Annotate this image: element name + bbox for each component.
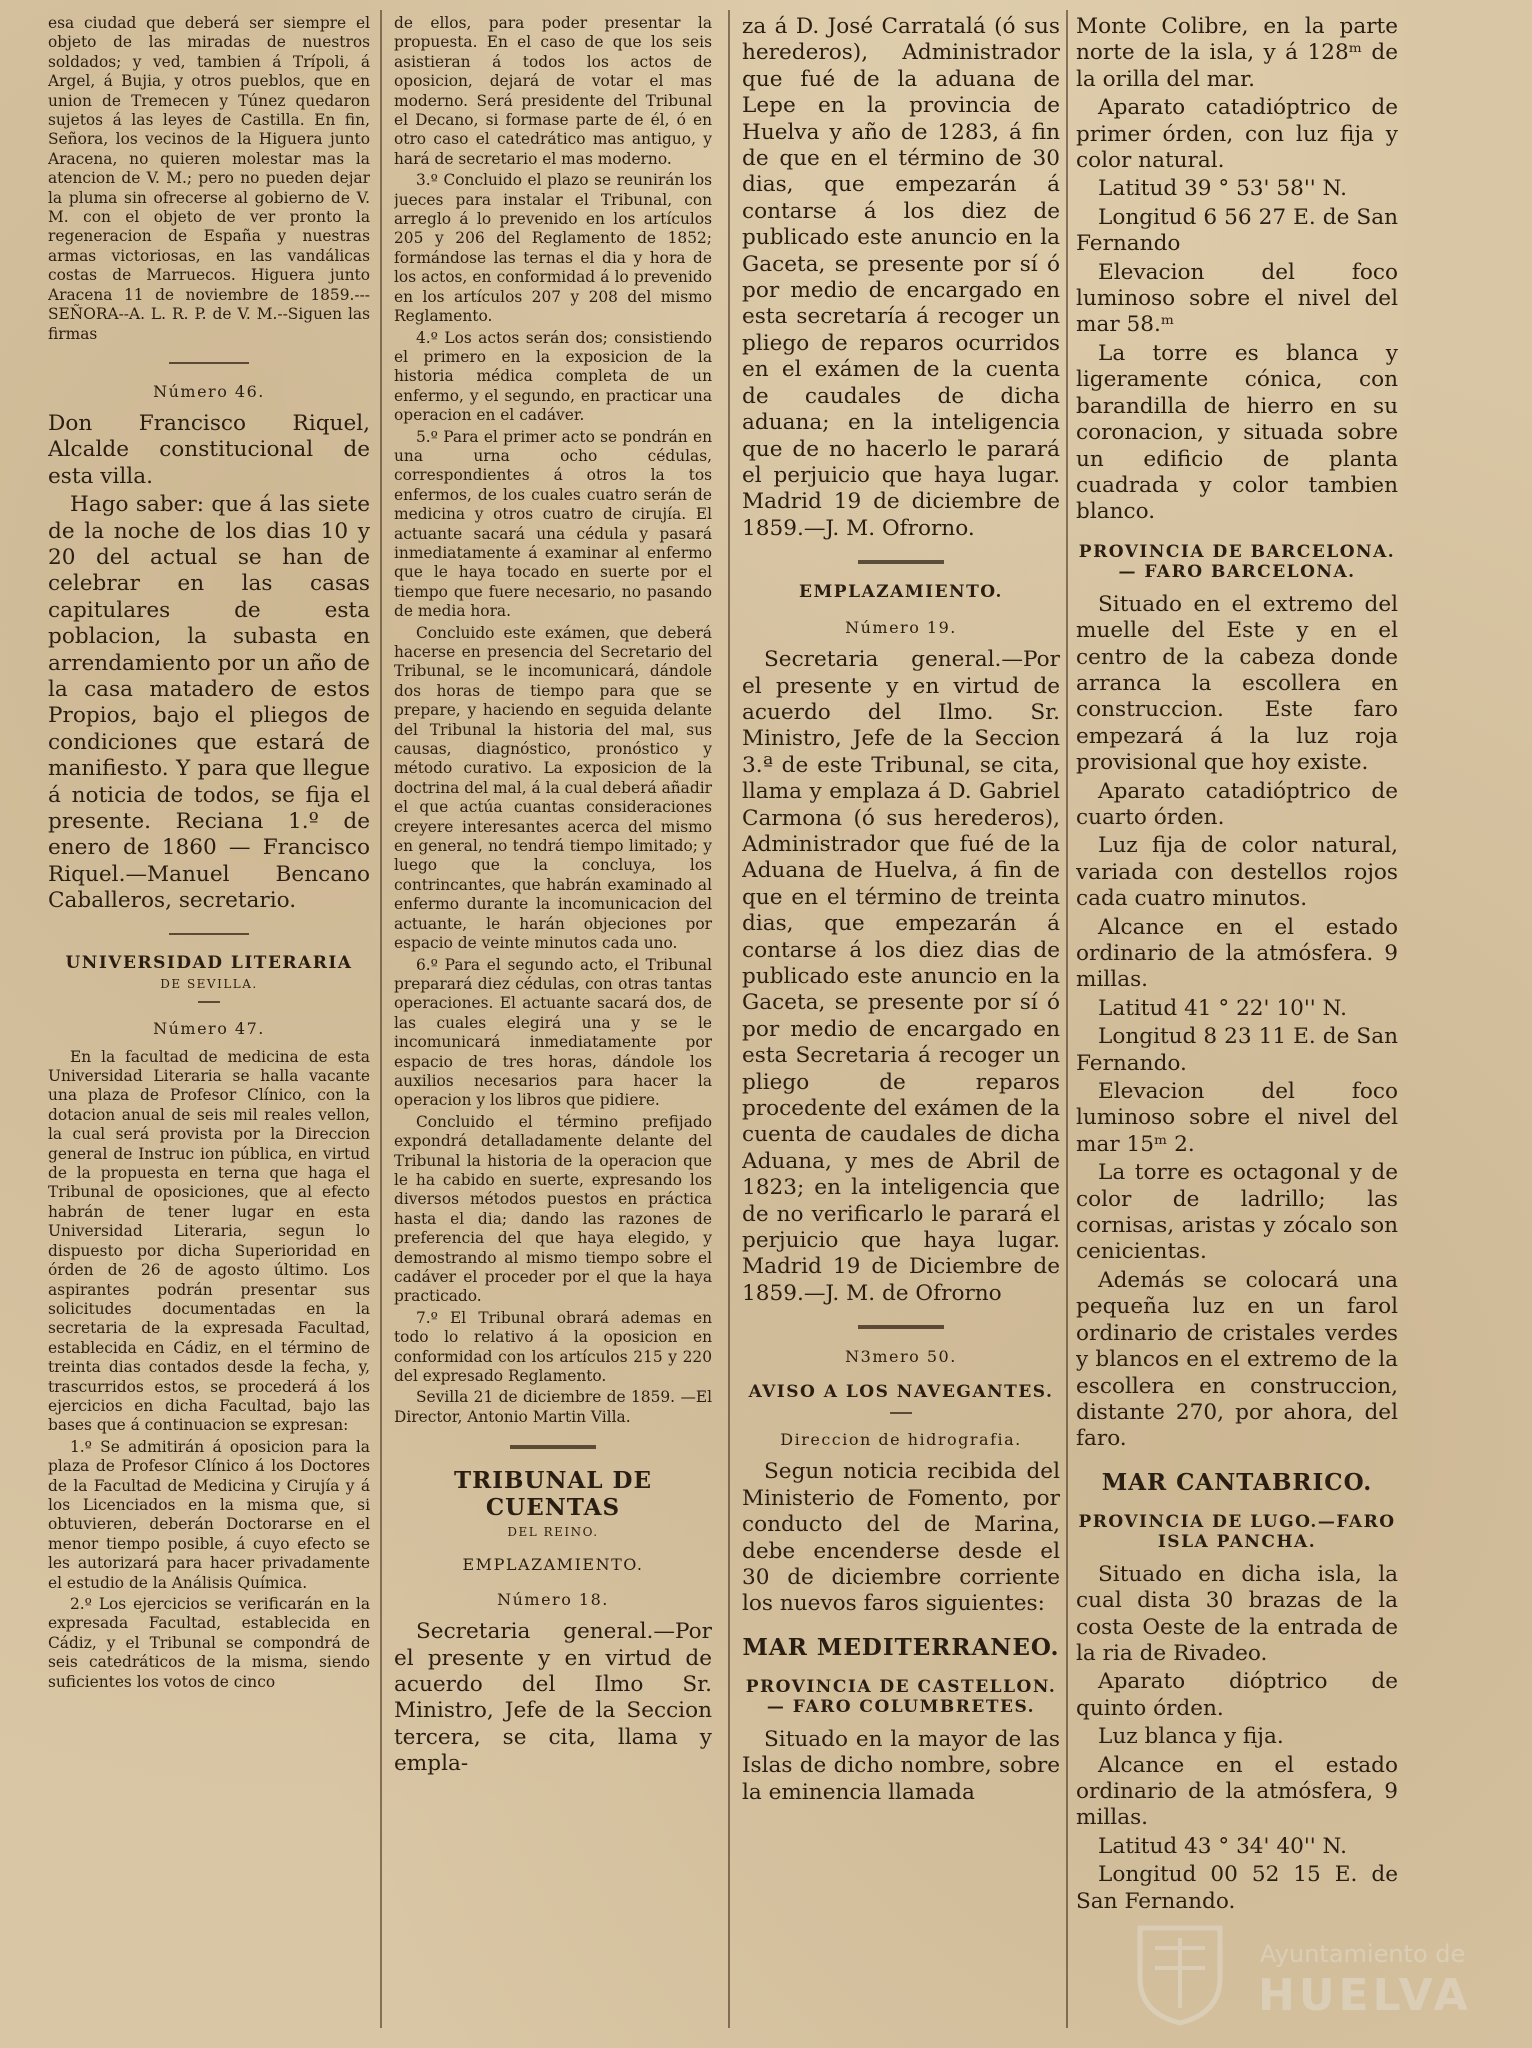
paragraph: Secretaria general.—Por el presente y en virtud de acuerdo del Ilmo Sr. Ministro, Jefe de la Seccion tercera, se cita, llama y empla- — [394, 1619, 712, 1777]
column-rule — [380, 10, 382, 2028]
paragraph: La torre es octagonal y de color de ladrillo; las cornisas, aristas y zócalo son cenicientas. — [1076, 1160, 1398, 1265]
paragraph: 4.º Los actos serán dos; consistiendo el primero en la exposicion de la historia médica completa de un enfermo, y el segundo, en practicar una operacion en el cadáver. — [394, 328, 712, 425]
paragraph: Secretaria general.—Por el presente y en virtud de acuerdo del Ilmo. Sr. Ministro, Jefe de la Seccion 3.ª de este Tribunal, se cita, llama y emplaza á D. Gabriel Carmona (ó sus herederos), Administrador que fué de la Aduana de Huelva, á fin de que en el término de treinta dias, que empezarán á contarse á los diez dias de publicado este anuncio en la Gaceta, se presente por sí ó por medio de encargado en esta Secretaria á recoger un pliego de reparos procedente del exámen de la cuenta de caudales de dicha Aduana, y mes de Abril de 1823; en la inteligencia que de no verificarlo le parará el perjuicio que haya lugar. Madrid 19 de Diciembre de 1859.—J. M. de Ofrorno — [742, 647, 1060, 1306]
paragraph: La torre es blanca y ligeramente cónica, con barandilla de hierro en su coronacion, y situada sobre un edificio de planta cuadrada y color tambien blanco. — [1076, 340, 1398, 525]
paragraph: Segun noticia recibida del Ministerio de Fomento, por conducto del de Marina, debe encenderse desde el 30 de diciembre corriente los nuevos faros siguientes: — [742, 1459, 1060, 1617]
watermark — [1120, 1918, 1520, 2038]
section-heading: AVISO A LOS NAVEGANTES. — [748, 1382, 1054, 1403]
paragraph: za á D. José Carratalá (ó sus herederos), Administrador que fué de la aduana de Lepe en la provincia de Huelva y año de 1283, á fin de que en el término de 30 dias, que empezarán á contarse á los diez de publicado este anuncio en la Gaceta, se presente por sí ó por medio de encargado en esta secretaría á recoger un pliego de reparos ocurridos en el exámen de la cuenta de caudales de dicha aduana; en la inteligencia que de no hacerlo le parará el perjuicio que haya lugar. Madrid 19 de diciembre de 1859.—J. M. Ofrorno. — [742, 14, 1060, 541]
paragraph: Hago saber: que á las siete de la noche de los dias 10 y 20 del actual se han de celebrar en las casas capitulares de esta poblacion, la subasta en arrendamiento por un año de la casa matadero de estos Propios, bajo el pliegos de condiciones que estará de manifiesto. Y para que llegue á noticia de todos, se fija el presente. Reciana 1.º de enero de 1860 — Francisco Riquel.—Manuel Bencano Caballeros, secretario. — [48, 492, 370, 914]
paragraph: Latitud 39 ° 53' 58'' N. — [1098, 176, 1347, 202]
paragraph: Aparato dióptrico de quinto órden. — [1076, 1669, 1398, 1721]
section-subheading: PROVINCIA DE CASTELLON.— FARO COLUMBRETES. — [745, 1676, 1057, 1717]
paragraph: Latitud 43 ° 34' 40'' N. — [1098, 1833, 1347, 1859]
paragraph: Además se colocará una pequeña luz en un farol ordinario de cristales verdes y blancos en el extremo de la escollera en construccion, distante 270, por ahora, del faro. — [1076, 1267, 1398, 1452]
coat-of-arms-icon — [1120, 1918, 1240, 2028]
column-rule — [1066, 10, 1068, 2028]
separator — [169, 362, 249, 364]
paragraph: Sevilla 21 de diciembre de 1859. —El Director, Antonio Martin Villa. — [394, 1388, 712, 1426]
paragraph: Concluido este exámen, que deberá hacerse en presencia del Secretario del Tribunal, se le incomunicará, dándole dos horas de tiempo para que se prepare, y haciendo en seguida delante del Tribunal la historia del mal, sus causas, diagnóstico, pronóstico y método curativo. La exposicion de la doctrina del mal, á la cual deberá añadir el que actúa cuantas consideraciones creyere interesantes acerca del mismo en general, no tendrá tiempo limitado; y luego que la concluya, los contrincantes, que habrán examinado al enfermo durante la incomunicacion del actuante, le harán objeciones por espacio de veinte minutos cada uno. — [394, 623, 712, 953]
paragraph: Alcance en el estado ordinario de la atmósfera. 9 millas. — [1076, 914, 1398, 993]
notice-number: Número 46. — [153, 381, 265, 401]
separator — [890, 1412, 912, 1414]
section-subheading: PROVINCIA DE LUGO.—FARO ISLA PANCHA. — [1078, 1511, 1396, 1552]
column-1 — [48, 14, 370, 2040]
paragraph: Aparato catadióptrico de primer órden, con luz fija y color natural. — [1076, 95, 1398, 174]
section-heading: MAR MEDITERRANEO. — [742, 1633, 1060, 1661]
paragraph: 5.º Para el primer acto se pondrán en una urna ocho cédulas, correspondientes á otros la tos enfermos, de los cuales cuatro serán de medicina y otros cuatro de cirujía. El actuante sacará una cédula y pasará inmediatamente á examinar al enfermo que le haya tocado en suerte por el tiempo que fuere necesario, no pasando de media hora. — [394, 427, 712, 621]
notice-number: Número 19. — [845, 618, 957, 638]
column-3 — [742, 14, 1060, 2040]
notice-number: Número 47. — [153, 1018, 265, 1038]
paragraph: 2.º Los ejercicios se verificarán en la expresada Facultad, establecida en Cádiz, y el Tribunal se compondrá de seis catedráticos de la misma, siendo suficientes los votos de cinco — [48, 1595, 370, 1691]
paragraph: de ellos, para poder presentar la propuesta. En el caso de que los seis asistieran á todos los actos de oposicion, dejará de votar el mas moderno. Será presidente del Tribunal el Decano, si formase parte de él, ó en otro caso el catedrático mas antiguo, y hará de secretario el mas moderno. — [394, 14, 712, 168]
paragraph: Situado en la mayor de las Islas de dicho nombre, sobre la eminencia llamada — [742, 1726, 1060, 1805]
separator — [858, 560, 944, 564]
section-subheading: PROVINCIA DE BARCELONA.— FARO BARCELONA. — [1078, 541, 1396, 582]
watermark-line1: Ayuntamiento de — [1260, 1940, 1466, 1968]
paragraph: 6.º Para el segundo acto, el Tribunal preparará diez cédulas, con otras tantas operaciones. El actuante sacará dos, de las cuales elegirá una y se le incomunicará inmediatamente por espacio de tres horas, dándole los auxilios necesarios para hacer la operacion y los libros que pidiere. — [394, 955, 712, 1110]
paragraph: Luz fija de color natural, variada con destellos rojos cada cuatro minutos. — [1076, 833, 1398, 912]
section-heading: MAR CANTABRICO. — [1101, 1468, 1373, 1496]
paragraph: Longitud 00 52 15 E. de San Fernando. — [1076, 1862, 1398, 1914]
paragraph: esa ciudad que deberá ser siempre el objeto de las miradas de nuestros soldados; y ved, tambien á Trípoli, á Argel, á Bujia, y otros pueblos, que en union de Tremecen y Túnez quedaron sujetos á las leyes de Castilla. En fin, Señora, los vecinos de la Higuera junto Aracena, no quieren molestar mas la atencion de V. M.; pero no pueden dejar la pluma sin ofrecerse al gobierno de V. M. con el objeto de ver pronto la regeneracion de España y nuestras armas victoriosas, en las vandálicas costas de Marruecos. Higuera junto Aracena 11 de noviembre de 1859.---SEÑORA--A. L. R. P. de V. M.--Siguen las firmas — [48, 14, 370, 343]
paragraph: Aparato catadióptrico de cuarto órden. — [1076, 778, 1398, 830]
paragraph: Alcance en el estado ordinario de la atmósfera, 9 millas. — [1076, 1752, 1398, 1831]
paragraph: Elevacion del foco luminoso sobre el nivel del mar 15ᵐ 2. — [1076, 1079, 1398, 1157]
section-subheading: DEL REINO. — [507, 1525, 599, 1540]
separator — [198, 1001, 220, 1003]
notice-number: N3mero 50. — [845, 1347, 957, 1367]
section-heading: TRIBUNAL DE CUENTAS — [453, 1467, 652, 1522]
column-2 — [394, 14, 712, 2040]
paragraph: Monte Colibre, en la parte norte de la isla, y á 128ᵐ de la orilla del mar. — [1076, 14, 1398, 92]
column-rule — [728, 10, 730, 2028]
paragraph: 7.º El Tribunal obrará ademas en todo lo relativo á la oposicion en conformidad con los artículos 215 y 220 del expresado Reglamento. — [394, 1308, 712, 1386]
paragraph: Situado en dicha isla, la cual dista 30 brazas de la costa Oeste de la entrada de la ria de Rivadeo. — [1076, 1561, 1398, 1666]
paragraph: Latitud 41 ° 22' 10'' N. — [1098, 995, 1347, 1021]
section-heading: EMPLAZAMIENTO. — [799, 582, 1003, 603]
paragraph: Situado en el extremo del muelle del Este y en el centro de la cabeza donde arranca la escollera en construccion. Este faro empezará á la luz roja provisional que hoy existe. — [1076, 591, 1398, 776]
separator — [858, 1325, 944, 1329]
paragraph: 1.º Se admitirán á oposicion para la plaza de Profesor Clínico á los Doctores de la Facultad de Medicina y Cirujía y á los Licenciados en la misma que, si obtuvieren, deberán Doctorarse en el menor tiempo posible, á cuyo efecto se les autorizará para hacer privadamente el estudio de la Análisis Química. — [48, 1437, 370, 1592]
watermark-line2: HUELVA — [1258, 1970, 1472, 2021]
separator — [510, 1445, 596, 1449]
section-subheading: DE SEVILLA. — [160, 976, 258, 991]
section-heading: EMPLAZAMIENTO. — [462, 1555, 644, 1575]
paragraph: 3.º Concluido el plazo se reunirán los jueces para instalar el Tribunal, con arreglo á lo prevenido en los artículos 205 y 206 del Reglamento de 1852; formándose las ternas el dia y hora de los actos, en conformidad á lo prevenido en los artículos 207 y 208 del mismo Reglamento. — [394, 171, 712, 326]
paragraph: Longitud 6 56 27 E. de San Fernando — [1076, 204, 1398, 257]
section-subheading: Direccion de hidrografia. — [780, 1430, 1022, 1450]
paragraph: Elevacion del foco luminoso sobre el nivel del mar 58.ᵐ — [1076, 259, 1398, 338]
notice-number: Número 18. — [497, 1590, 609, 1610]
section-heading: UNIVERSIDAD LITERARIA — [65, 952, 353, 973]
paragraph: En la facultad de medicina de esta Universidad Literaria se halla vacante una plaza de Profesor Clínico, con la dotacion anual de seis mil reales vellon, la cual será provista por la Direccion general de Instruc ion pública, en virtud de la propuesta en terna que haga el Tribunal de oposiciones, que al efecto habrán de tener lugar en esta Universidad Literaria, segun lo dispuesto por dicha Superioridad en órden de 26 de agosto último. Los aspirantes podrán presentar sus solicitudes documentadas en la secretaria de la expresada Facultad, establecida en Cádiz, en el término de treinta dias contados desde la fecha, y, trascurridos estos, se procederá á los ejercicios en dicha Facultad, bajo las bases que á continuacion se expresan: — [48, 1047, 370, 1435]
paragraph: Don Francisco Riquel, Alcalde constitucional de esta villa. — [48, 410, 370, 489]
paragraph: Longitud 8 23 11 E. de San Fernando. — [1076, 1024, 1398, 1076]
separator — [169, 933, 249, 935]
paragraph: Luz blanca y fija. — [1098, 1724, 1284, 1750]
paragraph: Concluido el término prefijado expondrá detalladamente delante del Tribunal la historia de la operacion que le ha cabido en suerte, expresando los diversos métodos puestos en práctica hasta el dia; dando las razones de preferencia del que haya elegido, y demostrando al mismo tiempo sobre el cadáver el proceder por el que la haya practicado. — [394, 1112, 712, 1306]
column-4 — [1076, 14, 1398, 2040]
